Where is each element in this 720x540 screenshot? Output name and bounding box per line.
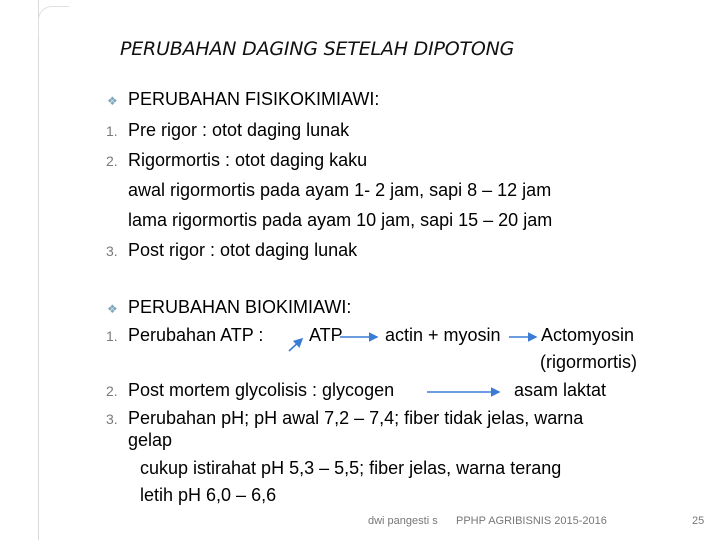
ph-line-2: gelap	[128, 430, 173, 450]
frame-corner	[38, 6, 69, 37]
frame-left-line	[38, 0, 39, 540]
glycolisis-label: Post mortem glycolisis : glycogen	[128, 380, 395, 400]
actin-myosin-text: actin + myosin	[385, 325, 501, 345]
ph-line-1: Perubahan pH; pH awal 7,2 – 7,4; fiber tidak jelas, warna	[128, 408, 584, 428]
atp-label: Perubahan ATP :	[128, 325, 264, 345]
arrow-up-to-atp	[289, 339, 302, 351]
atp-text: ATP	[309, 325, 343, 345]
list-item: Rigormortis : otot daging kaku	[128, 150, 368, 170]
footer-course: PPHP AGRIBISNIS 2015-2016	[456, 515, 607, 527]
list-number: 3.	[106, 243, 118, 259]
page-title: PERUBAHAN DAGING SETELAH DIPOTONG	[120, 38, 515, 60]
bullet-icon: ❖	[107, 302, 118, 316]
sub-line-awal: awal rigormortis pada ayam 1- 2 jam, sapi 8 – 12 jam	[128, 180, 552, 200]
bullet-icon: ❖	[107, 94, 118, 108]
list-number: 1.	[106, 328, 118, 344]
sub-line-lama: lama rigormortis pada ayam 10 jam, sapi 15 – 20 jam	[128, 210, 553, 230]
list-number: 2.	[106, 153, 118, 169]
list-number: 1.	[106, 123, 118, 139]
section2-heading: PERUBAHAN BIOKIMIAWI:	[128, 297, 352, 317]
list-number: 2.	[106, 383, 118, 399]
ph-line-4: letih pH 6,0 – 6,6	[140, 485, 277, 505]
list-item: Pre rigor : otot daging lunak	[128, 120, 350, 140]
ph-line-3: cukup istirahat pH 5,3 – 5,5; fiber jelas, warna terang	[140, 458, 562, 478]
list-item: Post rigor : otot daging lunak	[128, 240, 358, 260]
actomyosin-text: Actomyosin	[541, 325, 635, 345]
list-number: 3.	[106, 411, 118, 427]
page-number: 25	[692, 515, 705, 527]
rigormortis-text: (rigormortis)	[540, 352, 637, 372]
asam-laktat-text: asam laktat	[514, 380, 607, 400]
footer-author: dwi pangesti s	[368, 515, 438, 527]
section1-heading: PERUBAHAN FISIKOKIMIAWI:	[128, 89, 380, 109]
